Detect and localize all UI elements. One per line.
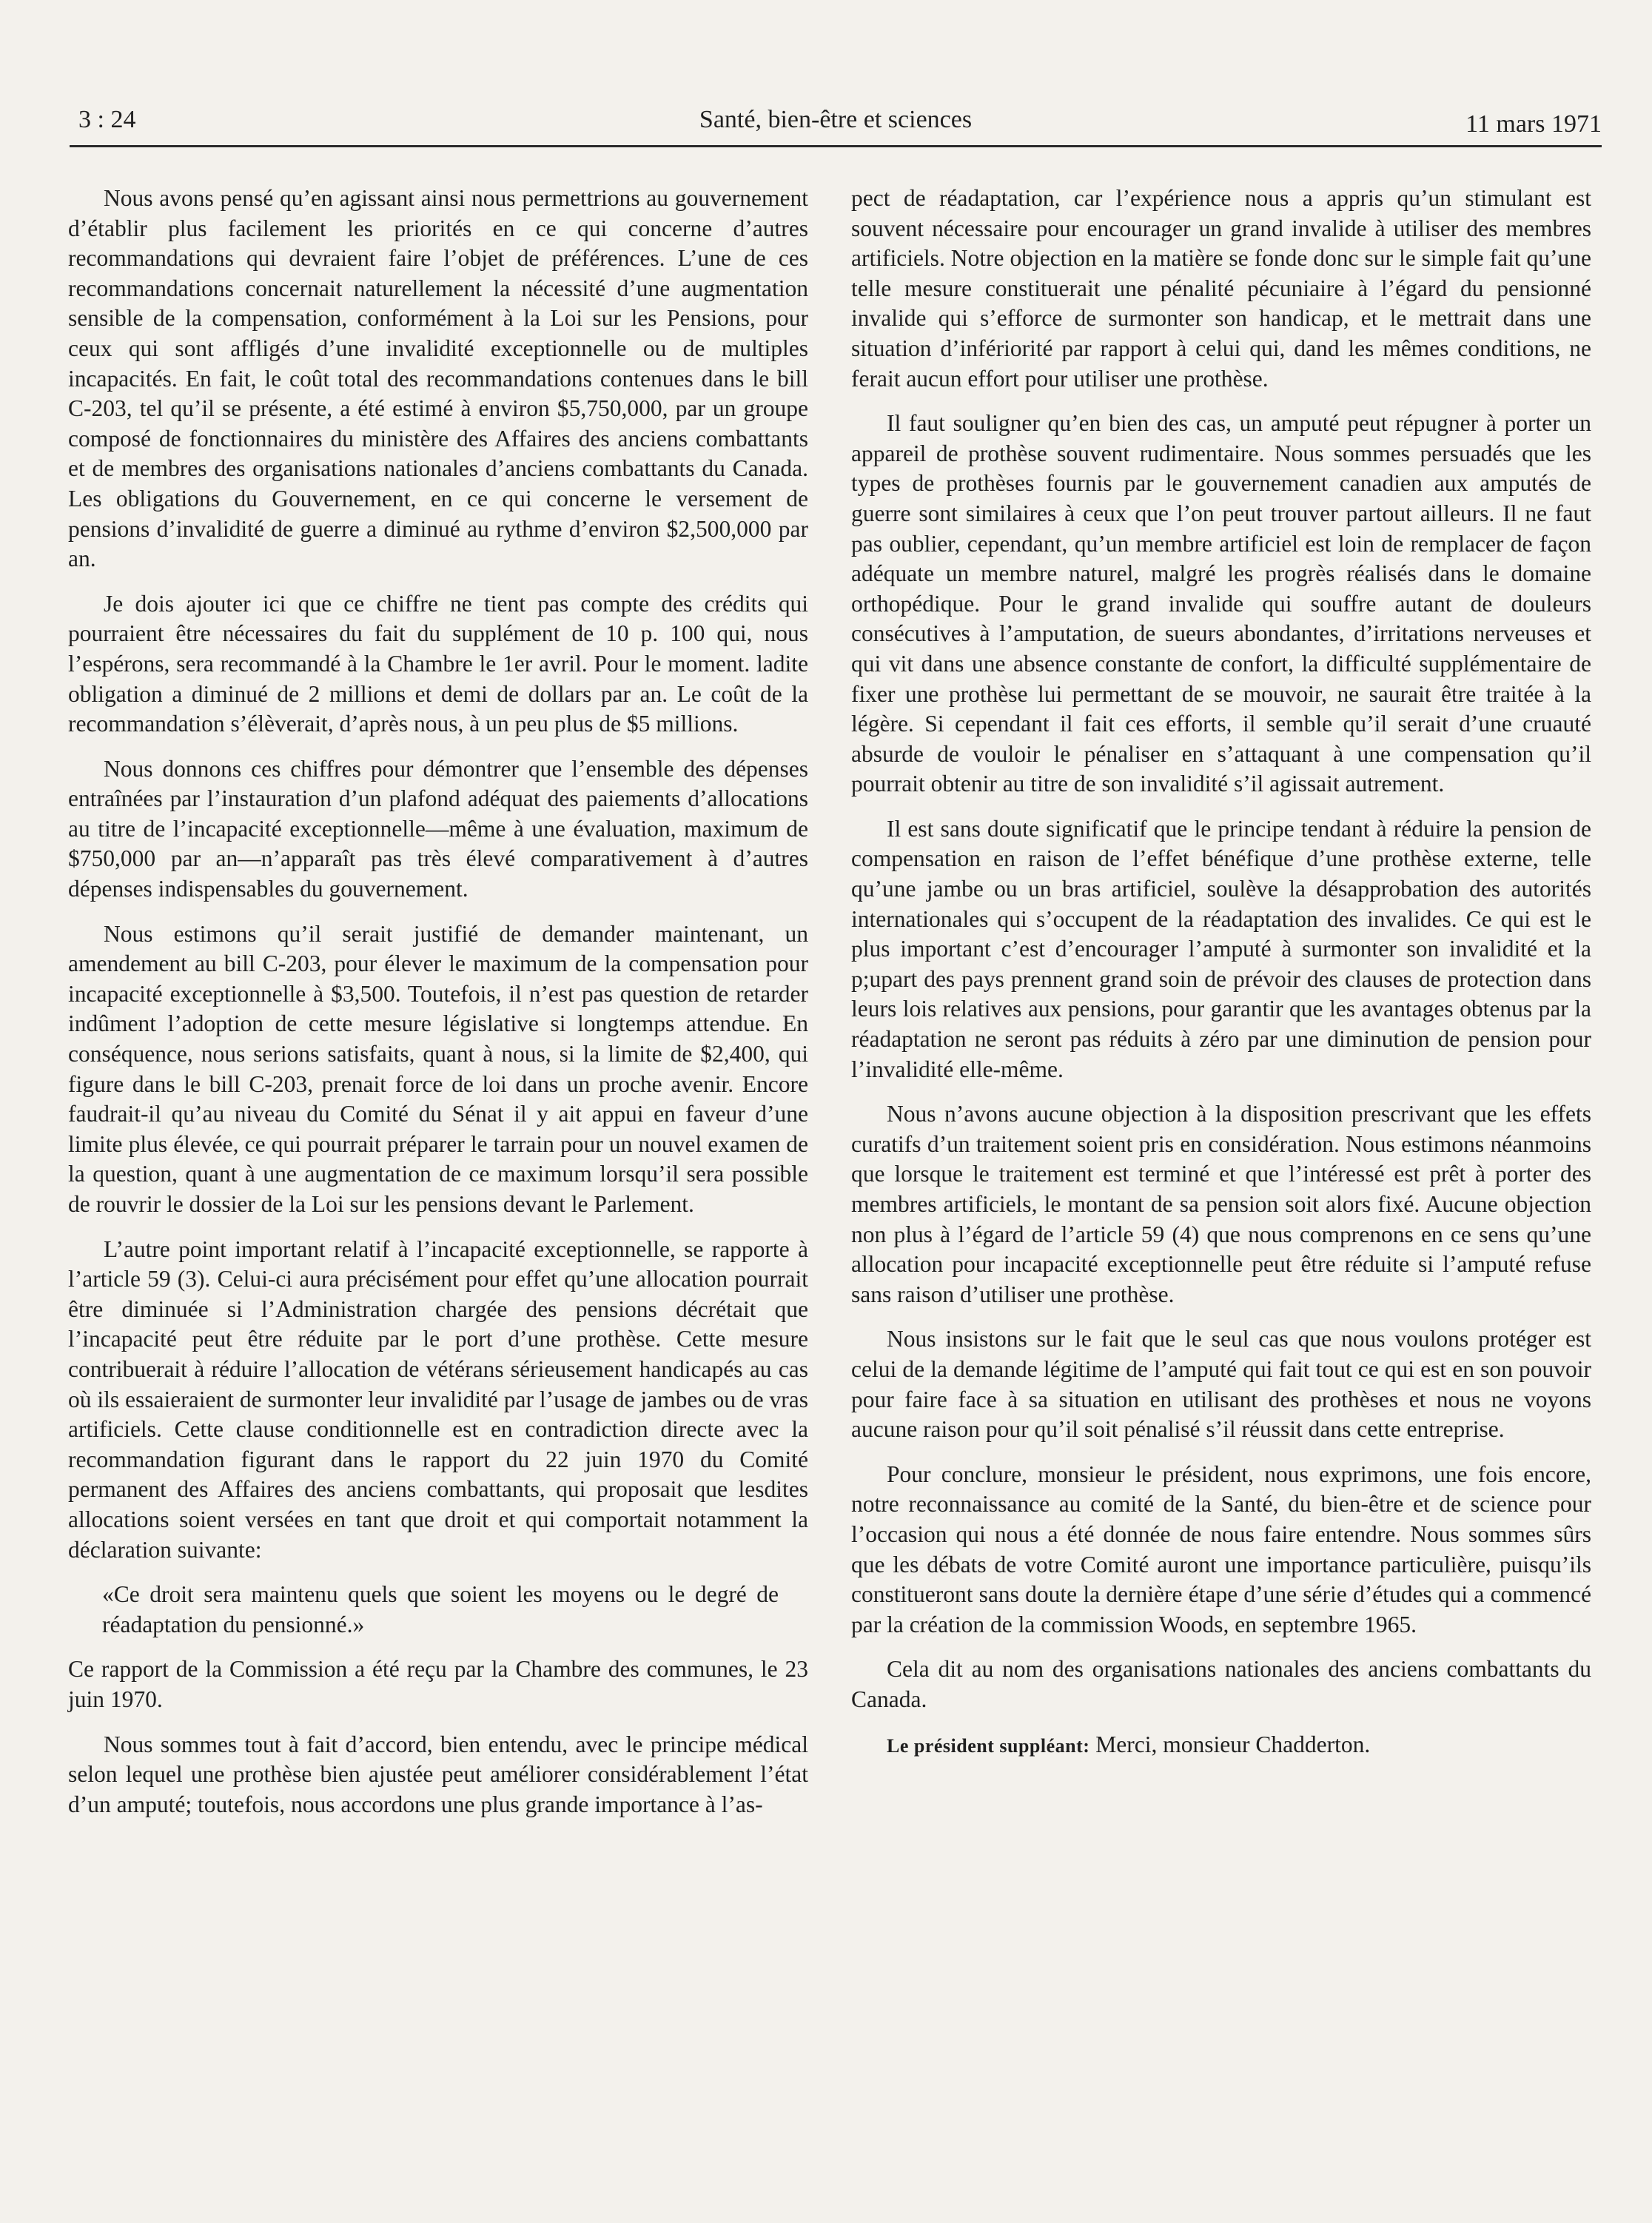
closing-remark [851, 1730, 1591, 1762]
right-column [851, 184, 1591, 1776]
speaker-label: Le président suppléant: [887, 1734, 1090, 1757]
paragraph: L’autre point important relatif à l’incapacité exceptionnelle, se rapporte à l’article 59 (3). Celui-ci aura précisément pour effet qu’une allocation pourrait être diminuée si l’Administration chargée des pensions décrétait que l’incapacité peut être réduite par le port d’une prothèse. Cette mesure contribuerait à réduire l’allocation de vétérans sérieusement handicapés au cas où ils essaieraient de surmonter leur invalidité par l’usage de jambes ou de vras artificiels. Cette clause conditionnelle est en contradiction directe avec la recommandation figurant dans le rapport du 22 juin 1970 du Comité permanent des Affaires des anciens combattants, qui proposait que lesdites allocations soient versées en tant que droit et qui comportait notamment la déclaration suivante: [68, 1235, 808, 1563]
block-quote: «Ce droit sera maintenu quels que soient les moyens ou le degré de réadaptation du pensionné.» [102, 1581, 779, 1637]
paragraph: Nous estimons qu’il serait justifié de demander maintenant, un amendement au bill C-203, pour élever le maximum de la compensation pour incapacité exceptionnelle à $3,500. Toutefois, il n’est pas question de retarder indûment l’adoption de cette mesure législative si longtemps attendue. En conséquence, nous serions satisfaits, quant à nous, si la limite de $2,400, qui figure dans le bill C-203, prenait force de loi dans un proche avenir. Encore faudrait-il qu’au niveau du Comité du Sénat il y ait appui en faveur d’une limite plus élevée, ce qui pourrait préparer le tarrain pour un nouvel examen de la question, quant à une augmentation de ce maximum lorsqu’il sera possible de rouvrir le dossier de la Loi sur les pensions devant le Parlement. [68, 920, 808, 1217]
paragraph: Ce rapport de la Commission a été reçu par la Chambre des communes, le 23 juin 1970. [68, 1656, 808, 1712]
paragraph: Nous n’avons aucune objection à la disposition prescrivant que les effets curatifs d’un traitement soient pris en considération. Nous estimons néanmoins que lorsque le traitement est terminé et que l’intéressé est prêt à porter des membres artificiels, le montant de sa pension soit alors fixé. Aucune objection non plus à l’égard de l’article 59 (4) que nous comprenons en ce sens qu’une allocation pour incapacité exceptionnelle peut être réduite si l’amputé refuse sans raison d’utiliser une prothèse. [851, 1101, 1591, 1307]
paragraph: pect de réadaptation, car l’expérience nous a appris qu’un stimulant est souvent nécessaire pour encourager un grand invalide à utiliser des membres artificiels. Notre objection en la matière se fonde donc sur le simple fait qu’une telle mesure constituerait une pénalité pécuniaire à l’égard du pensionné invalide qui s’efforce de surmonter son handicap, et le mettrait dans une situation d’infériorité par rapport à celui qui, dand les mêmes conditions, ne ferait aucun effort pour utiliser une prothèse. [851, 185, 1591, 392]
paragraph: Nous sommes tout à fait d’accord, bien entendu, avec le principe médical selon lequel une prothèse bien ajustée peut améliorer considérablement l’état d’un amputé; toutefois, nous accordons une plus grande importance à l’as- [68, 1731, 808, 1817]
paragraph: Nous donnons ces chiffres pour démontrer que l’ensemble des dépenses entraînées par l’instauration d’un plafond adéquat des paiements d’allocations au titre de l’incapacité exceptionnelle—même à une évaluation, maximum de $750,000 par an—n’apparaît pas très élevé comparativement à d’autres dépenses indispensables du gouvernement. [68, 755, 808, 902]
left-column [68, 184, 808, 1834]
paragraph: Pour conclure, monsieur le président, nous exprimons, une fois encore, notre reconnaissance au comité de la Santé, du bien-être et de science pour l’occasion qui nous a été donnée de nous faire entendre. Nous sommes sûrs que les débats de votre Comité auront une importance particulière, puisqu’ils constitueront sans doute la dernière étape d’une série d’études qui a commencé par la création de la commission Woods, en septembre 1965. [851, 1461, 1591, 1637]
page-date: 11 mars 1971 [1465, 110, 1602, 138]
paragraph: Il est sans doute significatif que le principe tendant à réduire la pension de compensation en raison de l’effet bénéfique d’une prothèse externe, telle qu’une jambe ou un bras artificiel, soulève la désapprobation des autorités internationales qui s’occupent de la réadaptation des invalides. Ce qui est le plus important c’est d’encourager l’amputé à surmonter son invalidité et la p;upart des pays prennent grand soin de prévoir des clauses de protection dans leurs lois relatives aux pensions, pour garantir que les avantages obtenus par la réadaptation ne seront pas réduits à zéro par une diminution de pension pour l’invalidité elle-même. [851, 815, 1591, 1082]
page-number: 3 : 24 [78, 106, 136, 133]
paragraph: Nous avons pensé qu’en agissant ainsi nous permettrions au gouvernement d’établir plus facilement les priorités en ce qui concerne d’autres recommandations qui devraient faire l’objet de préférences. L’une de ces recommandations concernait naturellement la nécessité d’une augmentation sensible de la compensation, conformément à la Loi sur les Pensions, pour ceux qui sont affligés d’une invalidité exceptionnelle ou de multiples incapacités. En fait, le coût total des recommandations contenues dans le bill C-203, tel qu’il se présente, a été estimé à environ $5,750,000, par un groupe composé de fonctionnaires du ministère des Affaires des anciens combattants et de membres des organisations nationales d’anciens combattants du Canada. Les obligations du Gouvernement, en ce qui concerne le versement de pensions d’invalidité de guerre a diminué au rythme d’environ $2,500,000 par an. [68, 185, 808, 572]
paragraph: Il faut souligner qu’en bien des cas, un amputé peut répugner à porter un appareil de prothèse souvent rudimentaire. Nous sommes persuadés que les types de prothèses fournis par le gouvernement canadien aux amputés de guerre sont similaires à ceux que l’on peut trouver partout ailleurs. Il ne faut pas oublier, cependant, qu’un membre artificiel est loin de remplacer de façon adéquate un membre naturel, malgré les progrès réalisés dans le domaine orthopédique. Pour le grand invalide qui souffre autant de douleurs consécutives à l’amputation, de sueurs abondantes, d’irritations nerveuses et qui vit dans une absence constante de confort, la difficulté supplémentaire de fixer une prothèse lui permettant de se mouvoir, ne saurait être traitée à la légère. Si cependant il fait ces efforts, il semble qu’il serait d’une cruauté absurde de vouloir le pénaliser en s’attaquant à une compensation qu’il pourrait obtenir au titre de son invalidité s’il agissait autrement. [851, 410, 1591, 797]
paragraph: Nous insistons sur le fait que le seul cas que nous voulons protéger est celui de la demande légitime de l’amputé qui fait tout ce qui est en son pouvoir pour faire face à sa situation en utilisant des prothèses et nous ne voyons aucune raison pour qu’il soit pénalisé s’il réussit dans cette entreprise. [851, 1326, 1591, 1443]
running-title: Santé, bien-être et sciences [699, 106, 973, 133]
closing-text: Merci, monsieur Chadderton. [1089, 1731, 1371, 1757]
paragraph: Je dois ajouter ici que ce chiffre ne tient pas compte des crédits qui pourraient être nécessaires du fait du supplément de 10 p. 100 qui, nous l’espérons, sera recommandé à la Chambre le 1er avril. Pour le moment. ladite obligation a diminué de 2 millions et demi de dollars par an. Le coût de la recommandation s’élèverait, d’après nous, à un peu plus de $5 millions. [68, 590, 808, 737]
paragraph: Cela dit au nom des organisations nationales des anciens combattants du Canada. [851, 1656, 1591, 1712]
page-header [70, 104, 1602, 147]
